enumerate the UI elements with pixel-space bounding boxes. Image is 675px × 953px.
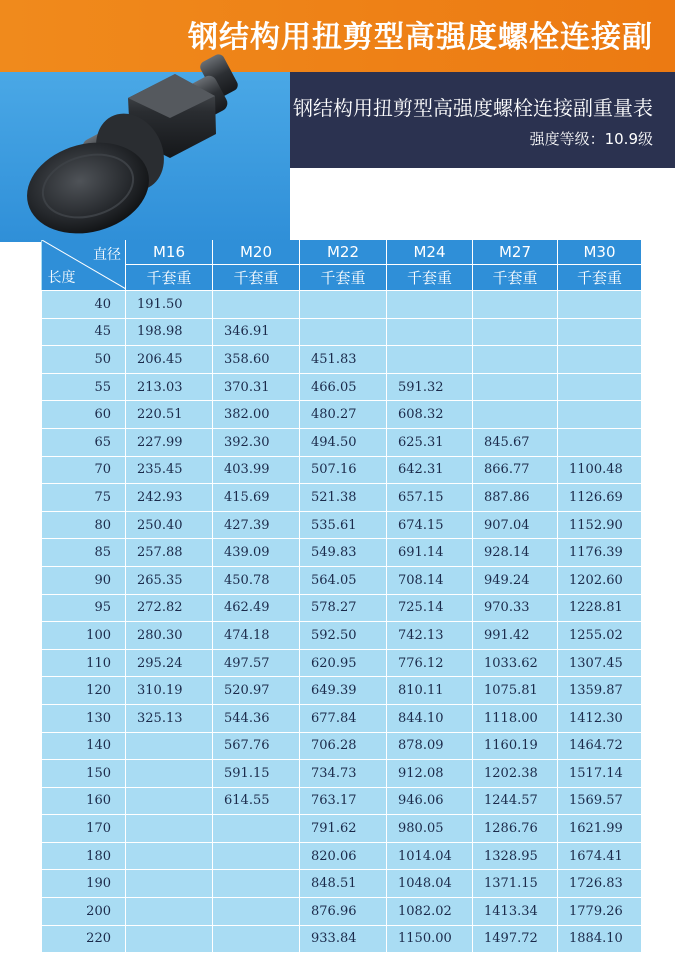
weight-cell: [213, 898, 300, 926]
length-cell: 45: [42, 318, 126, 346]
weight-cell: 1033.62: [473, 649, 558, 677]
weight-cell: 415.69: [213, 484, 300, 512]
weight-cell: [387, 318, 473, 346]
weight-cell: 642.31: [387, 456, 473, 484]
weight-cell: [473, 373, 558, 401]
weight-cell: 427.39: [213, 511, 300, 539]
weight-cell: 866.77: [473, 456, 558, 484]
weight-cell: 991.42: [473, 622, 558, 650]
weight-cell: 257.88: [126, 539, 213, 567]
weight-cell: 1359.87: [558, 677, 642, 705]
table-row: [42, 649, 642, 677]
weight-cell: 933.84: [300, 925, 387, 953]
weight-cell: 657.15: [387, 484, 473, 512]
length-cell: 170: [42, 815, 126, 843]
weight-cell: 295.24: [126, 649, 213, 677]
weight-cell: [213, 291, 300, 319]
weight-cell: 480.27: [300, 401, 387, 429]
length-cell: 60: [42, 401, 126, 429]
weight-cell: 1726.83: [558, 870, 642, 898]
weight-cell: [387, 346, 473, 374]
table-row: [42, 925, 642, 953]
weight-cell: 928.14: [473, 539, 558, 567]
weight-cell: 844.10: [387, 704, 473, 732]
table-row: [42, 346, 642, 374]
unit-header: 千套重: [473, 265, 558, 291]
weight-cell: 649.39: [300, 677, 387, 705]
weight-cell: 625.31: [387, 428, 473, 456]
weight-cell: 1464.72: [558, 732, 642, 760]
weight-cell: 1621.99: [558, 815, 642, 843]
size-header: M30: [558, 240, 642, 265]
weight-cell: [473, 346, 558, 374]
weight-cell: 544.36: [213, 704, 300, 732]
length-cell: 95: [42, 594, 126, 622]
table-row: [42, 428, 642, 456]
weight-cell: 535.61: [300, 511, 387, 539]
weight-cell: 450.78: [213, 566, 300, 594]
weight-cell: 272.82: [126, 594, 213, 622]
table-row: [42, 566, 642, 594]
weight-cell: 820.06: [300, 842, 387, 870]
weight-cell: 370.31: [213, 373, 300, 401]
weight-cell: 1075.81: [473, 677, 558, 705]
length-cell: 200: [42, 898, 126, 926]
length-cell: 55: [42, 373, 126, 401]
weight-cell: 907.04: [473, 511, 558, 539]
weight-cell: [213, 815, 300, 843]
weight-cell: 1202.60: [558, 566, 642, 594]
weight-cell: 674.15: [387, 511, 473, 539]
size-header: M20: [213, 240, 300, 265]
size-header: M24: [387, 240, 473, 265]
weight-cell: 1118.00: [473, 704, 558, 732]
weight-cell: 451.83: [300, 346, 387, 374]
weight-cell: 392.30: [213, 428, 300, 456]
weight-cell: [126, 898, 213, 926]
weight-cell: 1674.41: [558, 842, 642, 870]
weight-cell: [213, 870, 300, 898]
weight-cell: 220.51: [126, 401, 213, 429]
weight-cell: 1517.14: [558, 760, 642, 788]
weight-cell: 474.18: [213, 622, 300, 650]
table-row: [42, 870, 642, 898]
weight-cell: 382.00: [213, 401, 300, 429]
weight-cell: 614.55: [213, 787, 300, 815]
table-row: [42, 594, 642, 622]
weight-cell: 1082.02: [387, 898, 473, 926]
strength-grade: 强度等级：10.9级: [529, 130, 653, 148]
length-cell: 190: [42, 870, 126, 898]
weight-cell: 1014.04: [387, 842, 473, 870]
size-header: M16: [126, 240, 213, 265]
weight-cell: 591.32: [387, 373, 473, 401]
weight-cell: 265.35: [126, 566, 213, 594]
weight-cell: 1228.81: [558, 594, 642, 622]
size-header: M22: [300, 240, 387, 265]
table-row: [42, 511, 642, 539]
weight-cell: 810.11: [387, 677, 473, 705]
weight-cell: 403.99: [213, 456, 300, 484]
table-row: [42, 401, 642, 429]
weight-cell: 608.32: [387, 401, 473, 429]
length-cell: 140: [42, 732, 126, 760]
weight-cell: 250.40: [126, 511, 213, 539]
weight-cell: 1307.45: [558, 649, 642, 677]
weight-cell: 763.17: [300, 787, 387, 815]
weight-cell: 507.16: [300, 456, 387, 484]
table-row: [42, 291, 642, 319]
length-cell: 70: [42, 456, 126, 484]
weight-cell: 742.13: [387, 622, 473, 650]
length-cell: 120: [42, 677, 126, 705]
table-row: [42, 539, 642, 567]
weight-table: [41, 240, 641, 953]
weight-cell: [126, 787, 213, 815]
page-title: 钢结构用扭剪型高强度螺栓连接副: [188, 20, 653, 55]
weight-cell: 310.19: [126, 677, 213, 705]
weight-cell: 912.08: [387, 760, 473, 788]
length-cell: 100: [42, 622, 126, 650]
unit-header: 千套重: [558, 265, 642, 291]
weight-cell: 1884.10: [558, 925, 642, 953]
length-cell: 50: [42, 346, 126, 374]
weight-cell: 1048.04: [387, 870, 473, 898]
weight-cell: [213, 842, 300, 870]
weight-cell: 1126.69: [558, 484, 642, 512]
weight-cell: 466.05: [300, 373, 387, 401]
weight-cell: 235.45: [126, 456, 213, 484]
weight-cell: 358.60: [213, 346, 300, 374]
weight-cell: 776.12: [387, 649, 473, 677]
weight-cell: 1150.00: [387, 925, 473, 953]
weight-cell: [300, 291, 387, 319]
weight-cell: 346.91: [213, 318, 300, 346]
weight-cell: [558, 373, 642, 401]
weight-cell: 949.24: [473, 566, 558, 594]
weight-cell: 970.33: [473, 594, 558, 622]
weight-cell: 1152.90: [558, 511, 642, 539]
weight-cell: 706.28: [300, 732, 387, 760]
length-cell: 150: [42, 760, 126, 788]
weight-cell: 1176.39: [558, 539, 642, 567]
weight-cell: 1328.95: [473, 842, 558, 870]
weight-cell: 1413.34: [473, 898, 558, 926]
weight-cell: 227.99: [126, 428, 213, 456]
weight-cell: 1286.76: [473, 815, 558, 843]
weight-cell: 1569.57: [558, 787, 642, 815]
weight-cell: 242.93: [126, 484, 213, 512]
length-cell: 160: [42, 787, 126, 815]
weight-cell: 206.45: [126, 346, 213, 374]
table-row: [42, 787, 642, 815]
weight-cell: 848.51: [300, 870, 387, 898]
weight-cell: 845.67: [473, 428, 558, 456]
length-cell: 80: [42, 511, 126, 539]
weight-cell: 1412.30: [558, 704, 642, 732]
weight-cell: 213.03: [126, 373, 213, 401]
weight-cell: 677.84: [300, 704, 387, 732]
table-row: [42, 677, 642, 705]
length-label: 长度: [47, 270, 76, 286]
weight-cell: 494.50: [300, 428, 387, 456]
weight-cell: 620.95: [300, 649, 387, 677]
weight-cell: 876.96: [300, 898, 387, 926]
weight-cell: [473, 318, 558, 346]
weight-cell: [558, 318, 642, 346]
weight-cell: 1160.19: [473, 732, 558, 760]
weight-cell: 1779.26: [558, 898, 642, 926]
unit-header: 千套重: [126, 265, 213, 291]
length-cell: 85: [42, 539, 126, 567]
size-header: M27: [473, 240, 558, 265]
weight-cell: [387, 291, 473, 319]
table-row: [42, 704, 642, 732]
weight-cell: [558, 428, 642, 456]
weight-cell: 878.09: [387, 732, 473, 760]
length-cell: 90: [42, 566, 126, 594]
weight-cell: 708.14: [387, 566, 473, 594]
weight-cell: 520.97: [213, 677, 300, 705]
table-title: 钢结构用扭剪型高强度螺栓连接副重量表: [293, 96, 653, 120]
table-row: [42, 842, 642, 870]
weight-cell: [558, 346, 642, 374]
table-row: [42, 760, 642, 788]
weight-cell: 280.30: [126, 622, 213, 650]
weight-cell: 1255.02: [558, 622, 642, 650]
weight-cell: [558, 401, 642, 429]
weight-cell: 734.73: [300, 760, 387, 788]
weight-cell: 549.83: [300, 539, 387, 567]
weight-cell: 691.14: [387, 539, 473, 567]
weight-cell: [300, 318, 387, 346]
weight-cell: 791.62: [300, 815, 387, 843]
table-row: [42, 318, 642, 346]
length-cell: 65: [42, 428, 126, 456]
weight-cell: [213, 925, 300, 953]
table-row: [42, 732, 642, 760]
weight-cell: 980.05: [387, 815, 473, 843]
weight-cell: 1371.15: [473, 870, 558, 898]
weight-cell: 198.98: [126, 318, 213, 346]
weight-cell: [126, 815, 213, 843]
length-cell: 40: [42, 291, 126, 319]
weight-cell: [126, 870, 213, 898]
table-row: [42, 815, 642, 843]
weight-cell: 325.13: [126, 704, 213, 732]
length-cell: 110: [42, 649, 126, 677]
weight-cell: [473, 401, 558, 429]
weight-cell: 521.38: [300, 484, 387, 512]
weight-cell: 191.50: [126, 291, 213, 319]
weight-cell: 1244.57: [473, 787, 558, 815]
unit-header: 千套重: [387, 265, 473, 291]
weight-cell: 497.57: [213, 649, 300, 677]
weight-cell: [558, 291, 642, 319]
weight-cell: [126, 760, 213, 788]
weight-cell: [126, 842, 213, 870]
weight-cell: 592.50: [300, 622, 387, 650]
table-row: [42, 373, 642, 401]
weight-cell: [126, 732, 213, 760]
weight-cell: 591.15: [213, 760, 300, 788]
length-cell: 220: [42, 925, 126, 953]
length-cell: 180: [42, 842, 126, 870]
unit-header: 千套重: [300, 265, 387, 291]
corner-header: [42, 240, 126, 291]
weight-cell: 1100.48: [558, 456, 642, 484]
table-row: [42, 456, 642, 484]
weight-cell: 567.76: [213, 732, 300, 760]
weight-cell: 564.05: [300, 566, 387, 594]
weight-cell: [126, 925, 213, 953]
weight-cell: 1497.72: [473, 925, 558, 953]
bolt-photo: [10, 48, 270, 238]
table-row: [42, 622, 642, 650]
length-cell: 75: [42, 484, 126, 512]
unit-header: 千套重: [213, 265, 300, 291]
weight-cell: 578.27: [300, 594, 387, 622]
weight-cell: 946.06: [387, 787, 473, 815]
length-cell: 130: [42, 704, 126, 732]
weight-cell: 887.86: [473, 484, 558, 512]
weight-cell: 439.09: [213, 539, 300, 567]
weight-cell: 725.14: [387, 594, 473, 622]
table-row: [42, 484, 642, 512]
diameter-label: 直径: [93, 247, 121, 263]
weight-cell: 462.49: [213, 594, 300, 622]
weight-cell: 1202.38: [473, 760, 558, 788]
weight-cell: [473, 291, 558, 319]
table-row: [42, 898, 642, 926]
